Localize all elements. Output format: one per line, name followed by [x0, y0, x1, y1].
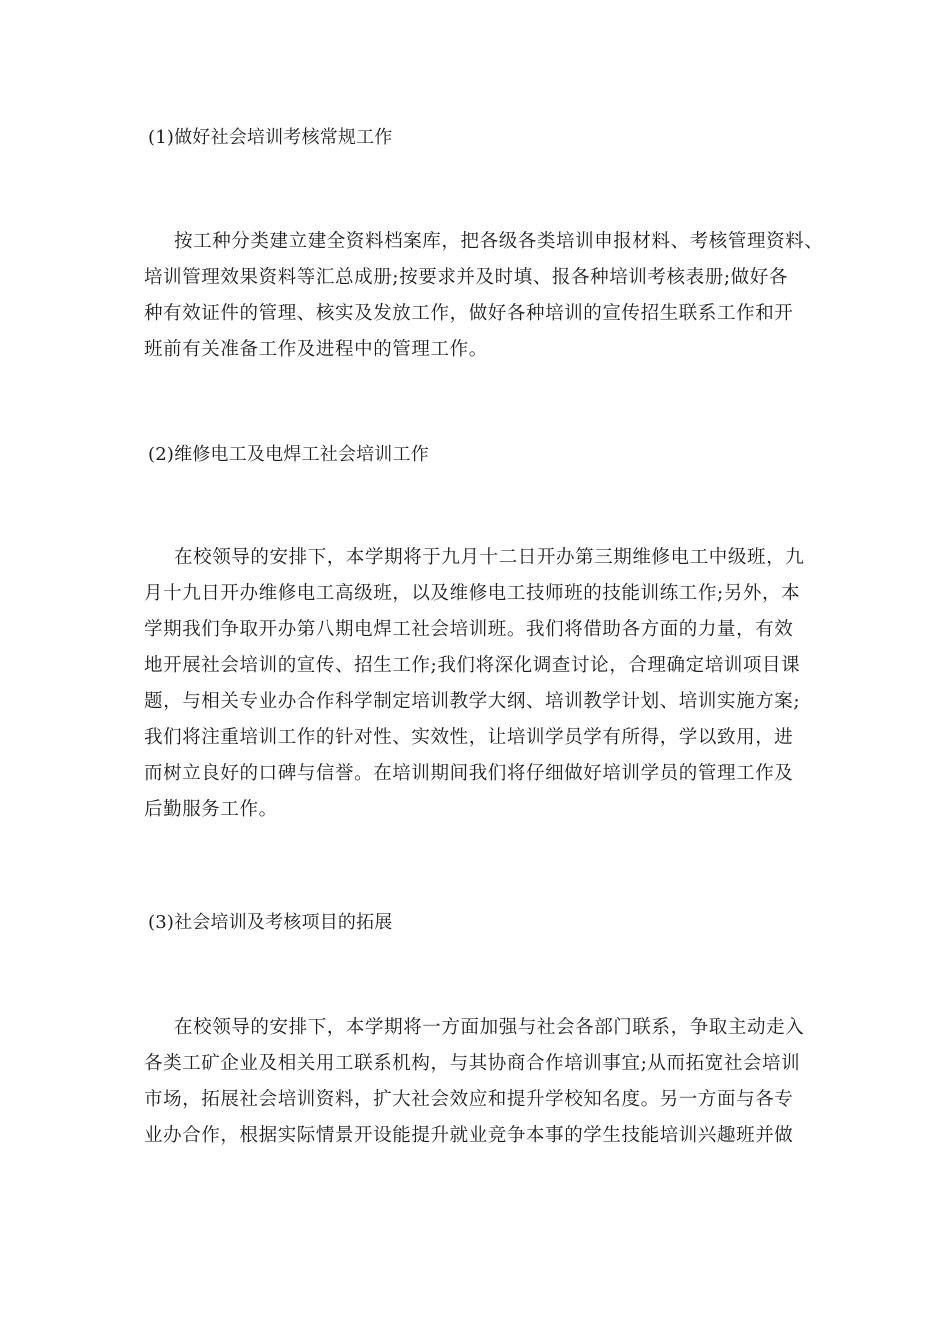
- paragraph-line: 在校领导的安排下，本学期将一方面加强与社会各部门联系，争取主动走入: [174, 1017, 805, 1038]
- section-heading-2: (2)维修电工及电焊工社会培训工作: [148, 444, 429, 465]
- paragraph-line: 各类工矿企业及相关用工联系机构，与其协商合作培训事宜;从而拓宽社会培训: [144, 1053, 801, 1074]
- paragraph-line: 地开展社会培训的宣传、招生工作;我们将深化调查讨论，合理确定培训项目课: [144, 655, 801, 676]
- section-paragraph-1: [144, 224, 823, 368]
- paragraph-line: 按工种分类建立建全资料档案库，把各级各类培训申报材料、考核管理资料、: [174, 231, 824, 252]
- paragraph-line: 业办合作，根据实际情景开设能提升就业竞争本事的学生技能培训兴趣班并做: [144, 1125, 794, 1146]
- paragraph-line: 市场，拓展社会培训资料，扩大社会效应和提升学校知名度。另一方面与各专: [144, 1089, 794, 1110]
- paragraph-line: 月十九日开办维修电工高级班，以及维修电工技师班的技能训练工作;另外，本: [144, 583, 801, 604]
- paragraph-line: 在校领导的安排下，本学期将于九月十二日开办第三期维修电工中级班，九: [174, 547, 805, 568]
- paragraph-line: 学期我们争取开办第八期电焊工社会培训班。我们将借助各方面的力量，有效: [144, 619, 794, 640]
- paragraph-line: 培训管理效果资料等汇总成册;按要求并及时填、报各种培训考核表册;做好各: [144, 267, 788, 288]
- section-heading-1: (1)做好社会培训考核常规工作: [148, 127, 393, 148]
- paragraph-line: 题，与相关专业办合作科学制定培训教学大纲、培训教学计划、培训实施方案;: [144, 691, 801, 712]
- paragraph-line: 我们将注重培训工作的针对性、实效性，让培训学员学有所得，学以致用，进: [144, 727, 794, 748]
- section-heading-3: (3)社会培训及考核项目的拓展: [148, 912, 393, 933]
- section-paragraph-2: [144, 540, 804, 828]
- paragraph-line: 后勤服务工作。: [144, 799, 278, 820]
- paragraph-line: 而树立良好的口碑与信誉。在培训期间我们将仔细做好培训学员的管理工作及: [144, 763, 794, 784]
- paragraph-line: 班前有关准备工作及进程中的管理工作。: [144, 339, 488, 360]
- paragraph-line: 种有效证件的管理、核实及发放工作，做好各种培训的宣传招生联系工作和开: [144, 303, 794, 324]
- section-paragraph-3: [144, 1010, 804, 1154]
